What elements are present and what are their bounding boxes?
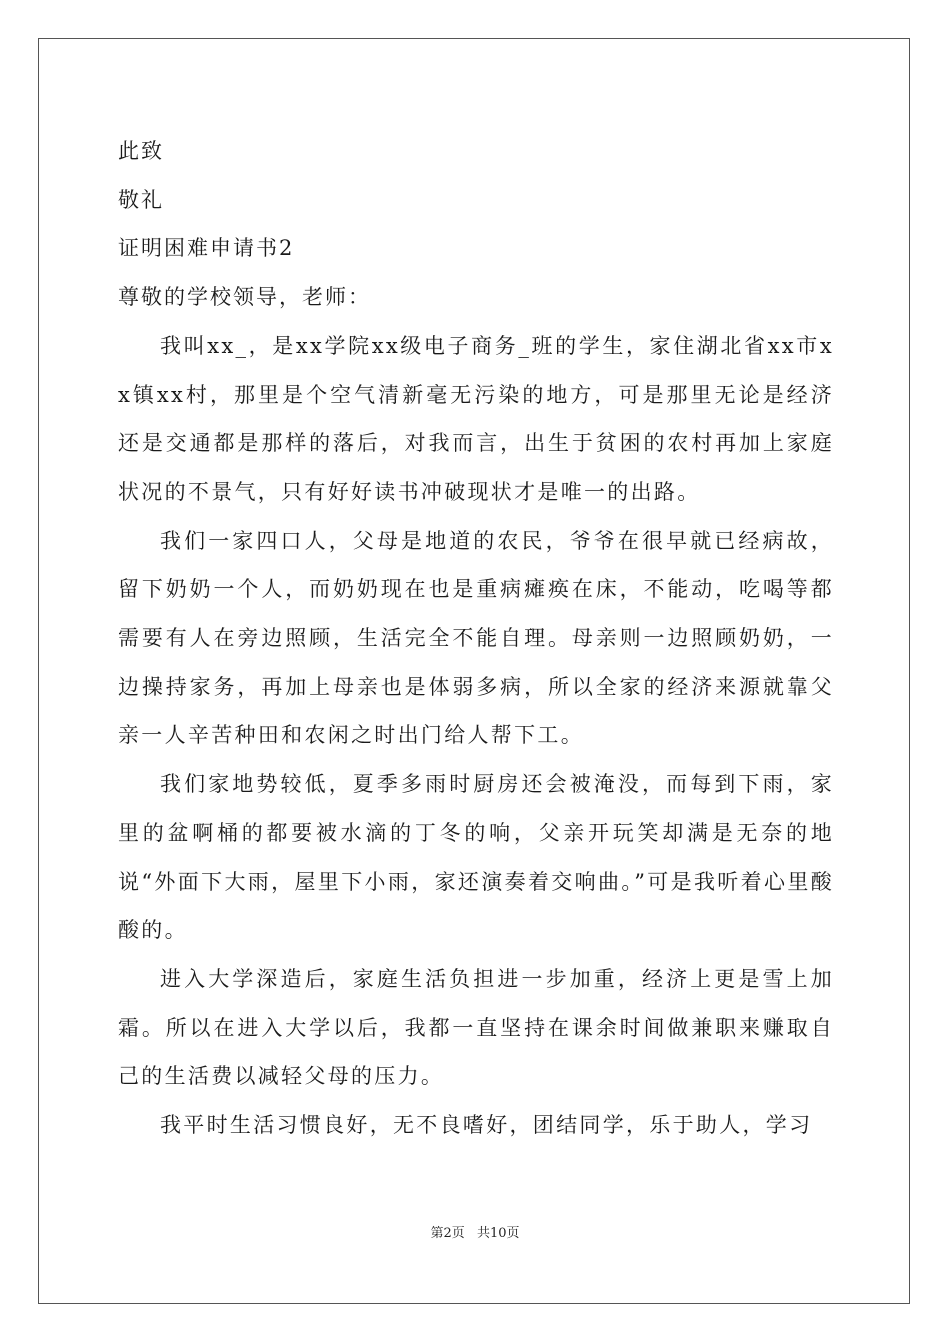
closing-line-2: 敬礼 xyxy=(118,187,164,212)
document-body xyxy=(118,127,834,1150)
page-number: 第2页 xyxy=(430,1226,465,1241)
paragraph-3: 我们家地势较低，夏季多雨时厨房还会被淹没，而每到下雨，家里的盆啊桶的都要被水滴的丁冬的响，父亲开玩笑却满是无奈的地说“外面下大雨，屋里下小雨，家还演奏着交响曲。”可是我听着心里酸酸的。 xyxy=(118,772,834,943)
paragraph-5: 我平时生活习惯良好，无不良嗜好，团结同学，乐于助人，学习 xyxy=(160,1113,813,1138)
paragraph-4: 进入大学深造后，家庭生活负担进一步加重，经济上更是雪上加霜。所以在进入大学以后，我都一直坚持在课余时间做兼职来赚取自己的生活费以减轻父母的压力。 xyxy=(118,966,834,1089)
page-footer xyxy=(0,1222,950,1241)
closing-line-1: 此致 xyxy=(118,139,164,163)
page-total: 共10页 xyxy=(476,1226,520,1241)
document-title: 证明困难申请书2 xyxy=(118,236,295,261)
salutation: 尊敬的学校领导，老师： xyxy=(118,285,371,310)
paragraph-2: 我们一家四口人，父母是地道的农民，爷爷在很早就已经病故，留下奶奶一个人，而奶奶现在也是重病瘫痪在床，不能动，吃喝等都需要有人在旁边照顾，生活完全不能自理。母亲则一边照顾奶奶，一边操持家务，再加上母亲也是体弱多病，所以全家的经济来源就靠父亲一人辛苦种田和农闲之时出门给人帮下工。 xyxy=(118,528,834,748)
paragraph-1: 我叫xx_，是xx学院xx级电子商务_班的学生，家住湖北省xx市xx镇xx村，那里是个空气清新毫无污染的地方，可是那里无论是经济还是交通都是那样的落后，对我而言，出生于贫困的农村再加上家庭状况的不景气，只有好好读书冲破现状才是唯一的出路。 xyxy=(118,333,834,504)
